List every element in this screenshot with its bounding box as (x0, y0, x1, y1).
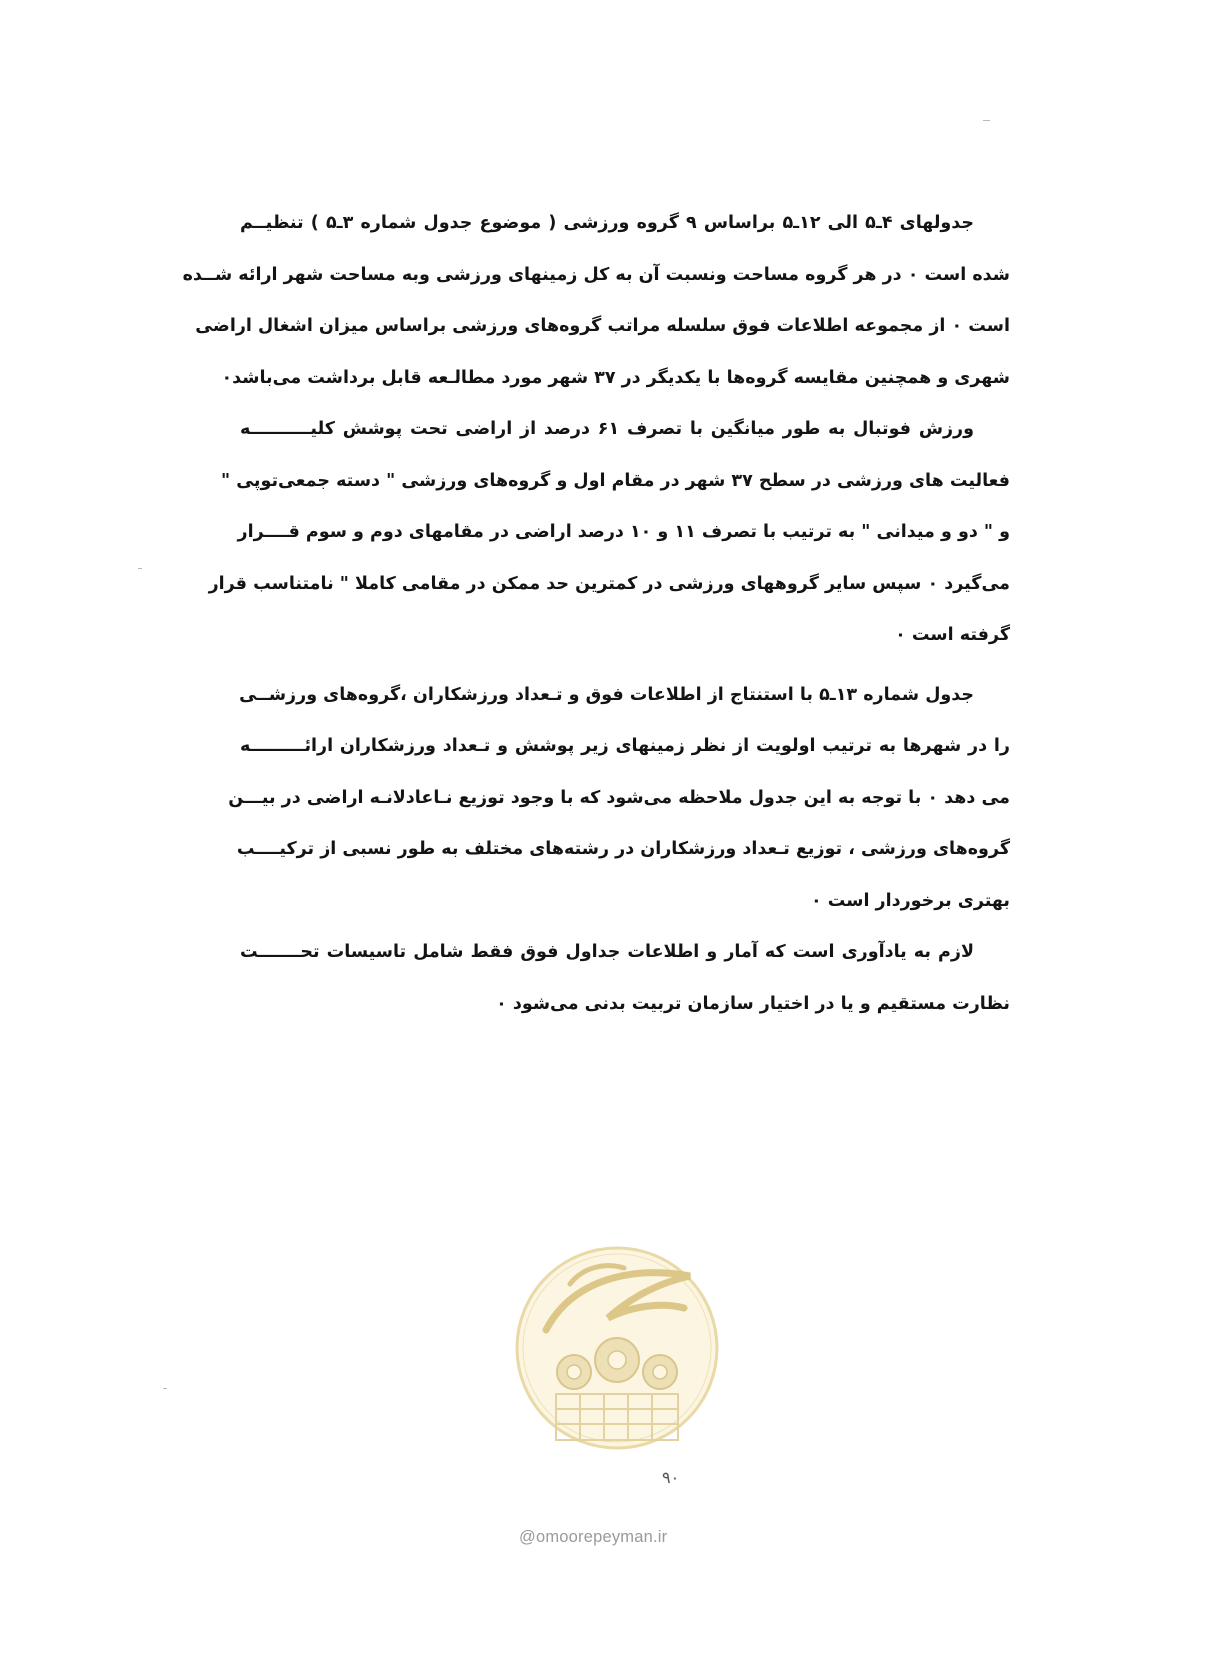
paragraph-4 (240, 927, 1010, 1030)
scan-speck (138, 568, 142, 569)
text-line: است ۰ از مجموعه اطلاعات فوق سلسله مراتب گروه‌های ورزشی براساس میزان اشغال اراضی (195, 316, 1010, 336)
text-line: را در شهرها به ترتیب اولویت از نظر زمینهای زیر پوشش و تـعداد ورزشکاران ارائـــــــــه (240, 736, 1010, 756)
text-line: می دهد ۰ با توجه به این جدول ملاحظه می‌شود که با وجود توزیع نـاعادلانـه اراضی در بیـــن (228, 787, 1010, 808)
text-line: فعالیت های ورزشی در سطح ۳۷ شهر در مقام اول و گروه‌های ورزشی " دسته جمعی‌توپی " (221, 470, 1010, 491)
scan-speck (163, 1388, 167, 1389)
text-line: ورزش فوتبال به طور میانگین با تصرف ۶۱ درصد از اراضی تحت پوشش کلیــــــــــه (240, 419, 974, 439)
text-line: نظارت مستقیم و یا در اختیار سازمان تربیت بدنی می‌شود ۰ (496, 993, 1010, 1014)
omoor-peyman-seal-logo (512, 1210, 722, 1480)
text-line: جدولهای ۴ـ۵ الی ۱۲ـ۵ براساس ۹ گروه ورزشی ( موضوع جدول شماره ۳ـ۵ ) تنظیــم (240, 213, 975, 233)
paragraph-2 (208, 404, 1010, 662)
body-text (182, 198, 1010, 1030)
text-line: شهری و همچنین مقایسه گروه‌ها با یکدیگر در ۳۷ شهر مورد مطالـعه قابل برداشت می‌باشد۰ (221, 367, 1010, 388)
text-line: لازم به یادآوری است که آمار و اطلاعات جداول فوق فقط شامل تاسیسات تحـــــــت (240, 942, 974, 962)
paragraph-1 (182, 198, 1010, 404)
text-line: گرفته است ۰ (895, 625, 1010, 645)
text-line: و " دو و میدانی " به ترتیب با تصرف ۱۱ و ۱۰ درصد اراضی در مقامهای دوم و سوم قــــرار (237, 522, 1010, 542)
text-line: گروه‌های ورزشی ، توزیع تـعداد ورزشکاران در رشته‌های مختلف به طور نسبی از ترکیــــب (236, 839, 1010, 859)
text-line: می‌گیرد ۰ سپس سایر گروههای ورزشی در کمترین حد ممکن در مقامی کاملا " نامتناسب قرار (208, 573, 1010, 594)
text-line: بهتری برخوردار است ۰ (810, 890, 1010, 911)
seal-graphic (512, 1210, 722, 1480)
watermark-text: @omoorepeyman.ir (519, 1528, 668, 1546)
text-line: جدول شماره ۱۳ـ۵ با استنتاج از اطلاعات فوق و تـعداد ورزشکاران ،گروه‌های ورزشــی (239, 684, 974, 705)
page-number: ۹۰ (662, 1468, 680, 1487)
scan-speck (983, 120, 990, 121)
text-line: شده است ۰ در هر گروه مساحت ونسبت آن به کل زمینهای ورزشی وبه مساحت شهر ارائه شــده (182, 264, 1010, 285)
paragraph-3 (228, 670, 1010, 928)
